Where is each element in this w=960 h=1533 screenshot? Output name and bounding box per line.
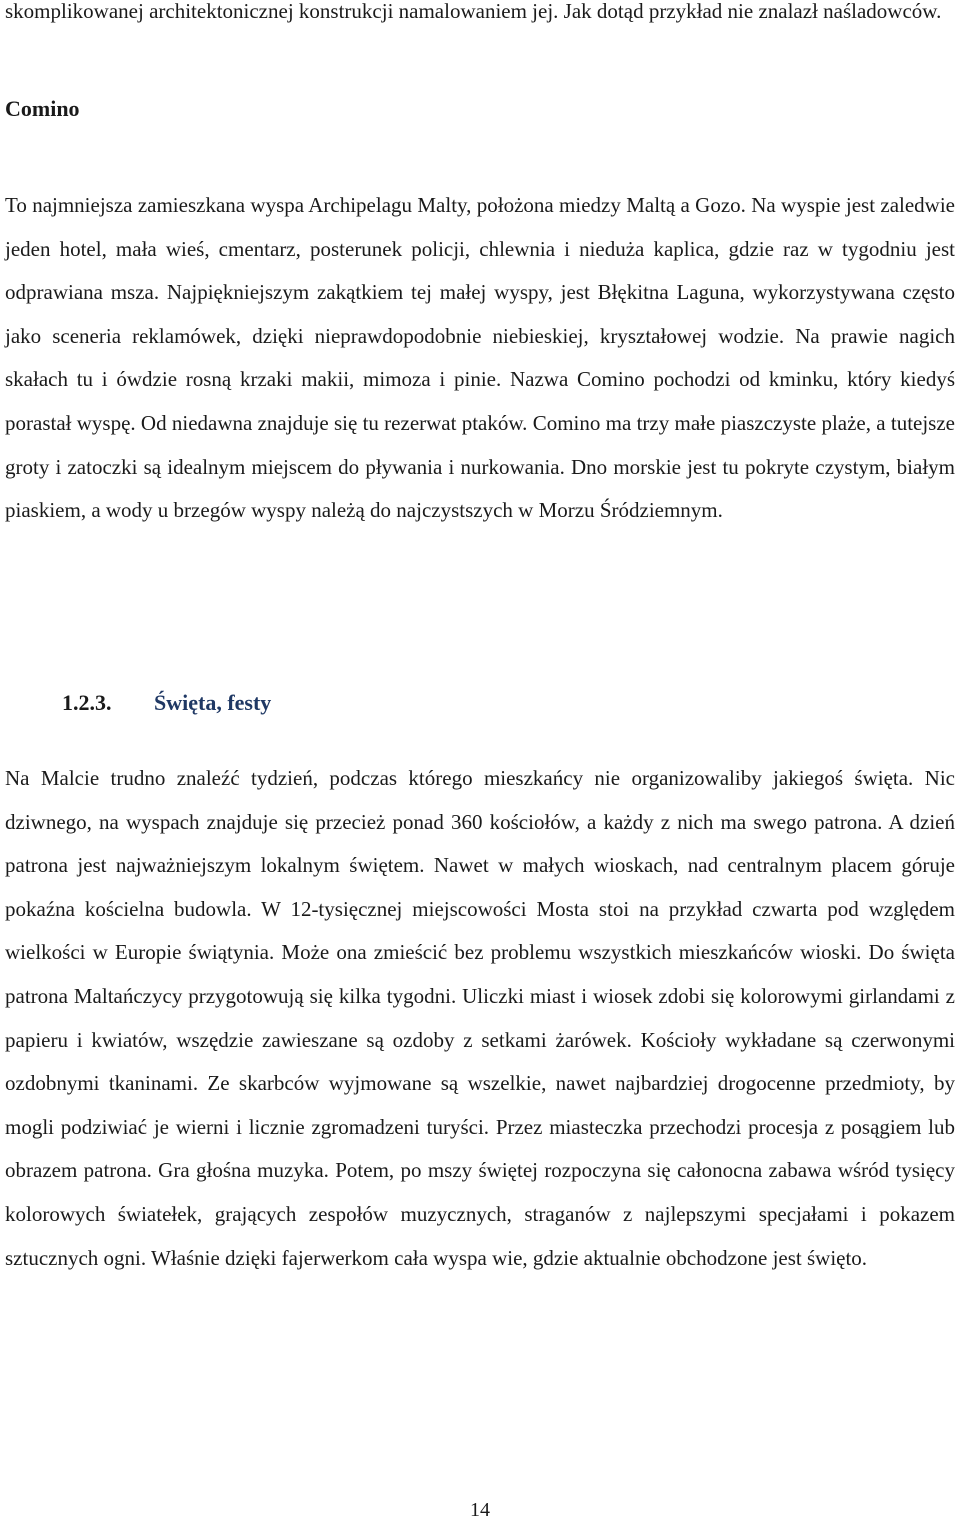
- comino-heading: Comino: [5, 96, 80, 121]
- section-number: 1.2.3.: [62, 690, 112, 715]
- section-title: Święta, festy: [154, 690, 272, 715]
- comino-paragraph: To najmniejsza zamieszkana wyspa Archipelagu Malty, położona miedzy Maltą a Gozo. Na wyspie jest zaledwie jeden hotel, mała wieś, cmentarz, posterunek policji, chlewnia i nieduża kaplica, gdzie raz w tygodniu jest odprawiana msza. Najpiękniejszym zakątkiem tej małej wyspy, jest Błękitna Laguna, wykorzystywana często jako sceneria reklamówek, dzięki nieprawdopodobnie niebieskiej, kryształowej wodzie. Na prawie nagich skałach tu i ówdzie rosną krzaki makii, mimoza i pinie. Nazwa Comino pochodzi od kminku, który kiedyś porastał wyspę. Od niedawna znajduje się tu rezerwat ptaków. Comino ma trzy małe piaszczyste plaże, a tutejsze groty i zatoczki są idealnym miejscem do pływania i nurkowania. Dno morskie jest tu pokryte czystym, białym piaskiem, a wody u brzegów wyspy należą do najczystszych w Morzu Śródziemnym.: [5, 193, 955, 523]
- swieta-paragraph: Na Malcie trudno znaleźć tydzień, podczas którego mieszkańcy nie organizowaliby jakiegoś święta. Nic dziwnego, na wyspach znajduje się przecież ponad 360 kościołów, a każdy z nich ma swego patrona. A dzień patrona jest najważniejszym lokalnym świętem. Nawet w małych wioskach, nad centralnym placem góruje pokaźna kościelna budowla. W 12-tysięcznej miejscowości Mosta stoi na przykład czwarta pod względem wielkości w Europie świątynia. Może ona zmieścić bez problemu wszystkich mieszkańców wioski. Do święta patrona Maltańczycy przygotowują się kilka tygodni. Uliczki miast i wiosek zdobi się kolorowymi girlandami z papieru i kwiatów, wszędzie zawieszane są ozdoby z setkami żarówek. Kościoły wykładane są czerwonymi ozdobnymi tkaninami. Ze skarbców wyjmowane są wszelkie, nawet najbardziej drogocenne przedmioty, by mogli podziwiać je wierni i licznie zgromadzeni turyści. Przez miasteczka przechodzi procesja z posągiem lub obrazem patrona. Gra głośna muzyka. Potem, po mszy świętej rozpoczyna się całonocna zabawa wśród tysięcy kolorowych światełek, grających zespołów muzycznych, straganów z najlepszymi specjałami i pokazem sztucznych ogni. Właśnie dzięki fajerwerkom cała wyspa wie, gdzie aktualnie obchodzone jest święto.: [5, 766, 955, 1270]
- page-number: 14: [470, 1499, 490, 1521]
- document-page: [5, 0, 955, 1521]
- section-heading: [62, 690, 271, 716]
- intro-paragraph: skomplikowanej architektonicznej konstrukcji namalowaniem jej. Jak dotąd przykład nie znalazł naśladowców.: [5, 0, 942, 23]
